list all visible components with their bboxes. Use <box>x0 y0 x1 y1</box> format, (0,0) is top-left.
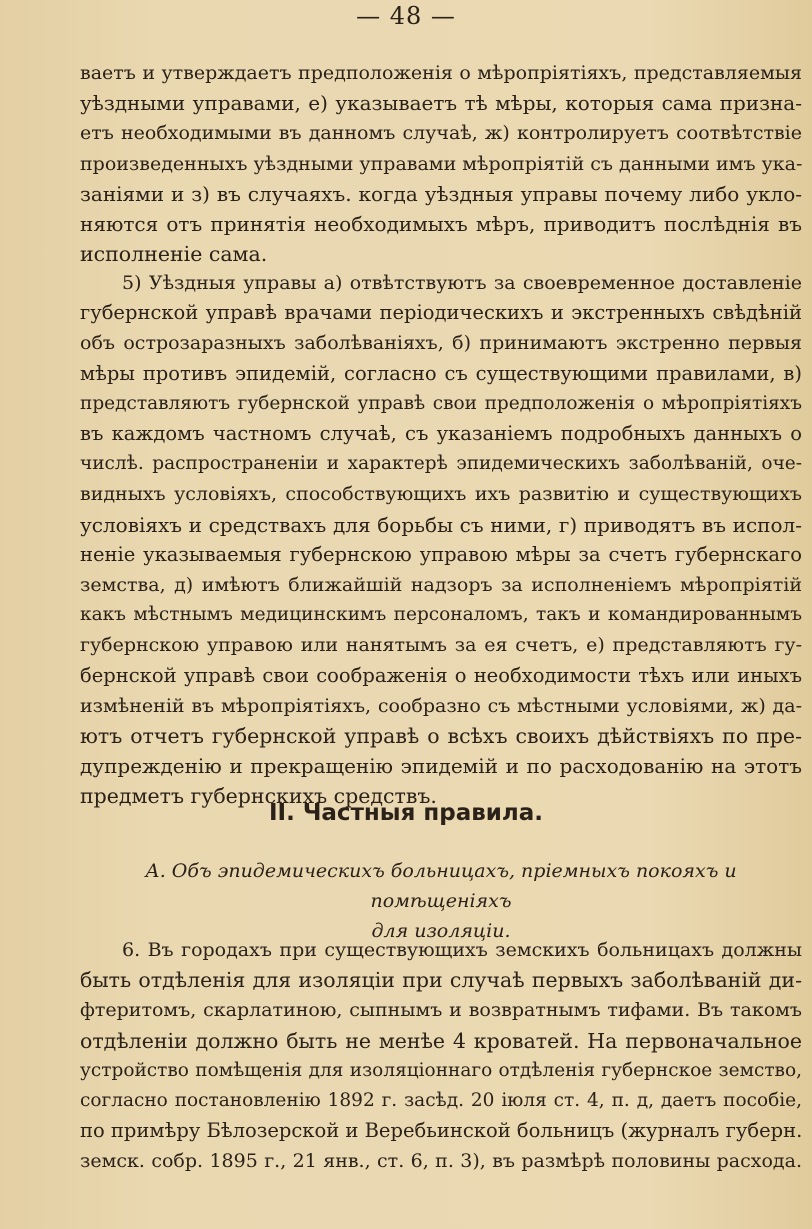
text-line: бернской управѣ свои соображенія о необходимости тѣхъ или иныхъ <box>80 663 802 687</box>
text-line: 6. Въ городахъ при существующихъ земскихъ больницахъ должны <box>122 939 802 961</box>
text-line: произведенныхъ уѣздными управами мѣропріятій съ данными имъ ука- <box>80 152 803 175</box>
text-line: объ острозаразныхъ заболѣваніяхъ, б) принимаютъ экстренно первыя <box>80 332 802 355</box>
text-line: предметъ губернскихъ средствъ. <box>80 784 437 809</box>
paragraph-3-text <box>80 935 802 1177</box>
text-line: ютъ отчетъ губернской управѣ о всѣхъ своихъ дѣйствіяхъ по пре- <box>80 724 802 749</box>
paragraph-1-text <box>80 58 802 269</box>
text-line: быть отдѣленія для изоляціи при случаѣ первыхъ заболѣваній ди- <box>80 968 802 993</box>
paragraph-2-text <box>80 268 802 812</box>
text-line: какъ мѣстнымъ медицинскимъ персоналомъ, такъ и командированнымъ <box>80 604 802 626</box>
text-line: мѣры противъ эпидемій, согласно съ существующими правилами, в) <box>80 361 802 385</box>
text-line: исполненіе сама. <box>80 242 268 267</box>
text-line: земства, д) имѣютъ ближайшій надзоръ за исполненіемъ мѣропріятій <box>80 574 802 597</box>
text-line: ваетъ и утверждаетъ предположенія о мѣропріятіяхъ, представляемыя <box>80 62 802 84</box>
text-line: земск. собр. 1895 г., 21 янв., ст. 6, п. 3), въ размѣрѣ половины расхода. <box>80 1150 802 1173</box>
text-line: уѣздными управами, е) указываетъ тѣ мѣры, которыя сама призна- <box>80 91 802 116</box>
text-line: въ каждомъ частномъ случаѣ, съ указаніемъ подробныхъ данныхъ о <box>80 422 802 446</box>
text-line: по примѣру Бѣлозерской и Веребьинской больницъ (журналъ губерн. <box>80 1119 803 1143</box>
text-line: губернскою управою или нанятымъ за ея счетъ, е) представляютъ гу- <box>80 634 802 657</box>
text-line: согласно постановленію 1892 г. засѣд. 20 іюля ст. 4, п. д, даетъ пособіе, <box>80 1090 802 1112</box>
text-line: неніе указываемыя губернскою управою мѣры за счетъ губернскаго <box>80 542 802 566</box>
text-line: фтеритомъ, скарлатиною, сыпнымъ и возвратнымъ тифами. Въ такомъ <box>80 999 802 1022</box>
text-line: видныхъ условіяхъ, способствующихъ ихъ развитію и существующихъ <box>80 483 802 506</box>
text-line: няются отъ принятія необходимыхъ мѣръ, приводитъ послѣднія въ <box>80 212 802 237</box>
subsection-heading <box>80 856 802 946</box>
text-line: представляютъ губернской управѣ свои предположенія о мѣропріятіяхъ <box>80 392 802 414</box>
text-line: 5) Уѣздныя управы а) отвѣтствуютъ за своевременное доставленіе <box>122 272 802 294</box>
text-line: условіяхъ и средствахъ для борьбы съ ними, г) приводятъ въ испол- <box>80 512 802 537</box>
subsection-heading-line: А. Объ эпидемическихъ больницахъ, пріемныхъ покояхъ и помѣщеніяхъ <box>145 860 737 912</box>
paragraph-3 <box>80 935 802 1177</box>
text-line: числѣ. распространеніи и характерѣ эпидемическихъ заболѣваній, оче- <box>80 453 802 475</box>
text-line: отдѣленіи должно быть не менѣе 4 кроватей. На первоначальное <box>80 1028 802 1053</box>
text-line: заніями и з) въ случаяхъ. когда уѣздныя управы почему либо укло- <box>80 181 802 206</box>
paragraph-1 <box>80 58 802 269</box>
page-number: — 48 — <box>356 2 456 30</box>
text-line: губернской управѣ врачами періодическихъ и экстренныхъ свѣдѣній <box>80 301 802 325</box>
text-line: устройство помѣщенія для изоляціоннаго отдѣленія губернское земство, <box>80 1059 802 1081</box>
text-line: дупрежденію и прекращенію эпидемій и по расходованію на этотъ <box>80 754 802 779</box>
text-line: измѣненій въ мѣропріятіяхъ, сообразно съ мѣстными условіями, ж) да- <box>80 694 802 717</box>
paragraph-2 <box>80 268 802 812</box>
subsection-heading-line: для изоляціи. <box>371 920 511 942</box>
section-heading: II. Частныя правила. <box>268 800 544 826</box>
text-line: етъ необходимыми въ данномъ случаѣ, ж) контролируетъ соотвѣтствіе <box>80 122 802 145</box>
